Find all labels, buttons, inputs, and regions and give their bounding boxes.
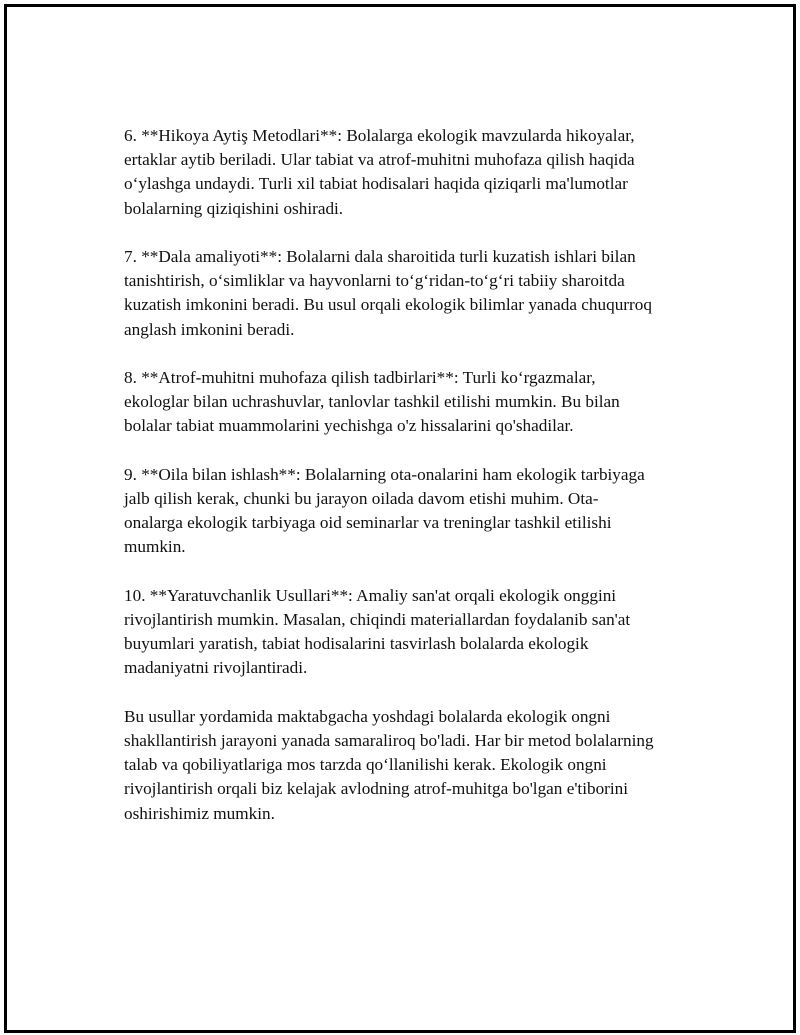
text-line: ertaklar aytib beriladi. Ular tabiat va atrof-muhitni muhofaza qilish haqida <box>124 150 635 170</box>
text-line: 10. **Yaratuvchanlik Usullari**: Amaliy san'at orqali ekologik onggini <box>124 585 617 605</box>
text-line: anglash imkonini beradi. <box>124 319 295 339</box>
text-line: buyumlari yaratish, tabiat hodisalarini tasvirlash bolalarda ekologik <box>124 634 589 654</box>
text-line: talab va qobiliyatlariga mos tarzda qo‘llanilishi kerak. Ekologik ongni <box>124 755 607 775</box>
text-line: ekologlar bilan uchrashuvlar, tanlovlar tashkil etilishi mumkin. Bu bilan <box>124 392 620 412</box>
page-frame <box>4 4 796 1033</box>
text-line: mumkin. <box>124 537 186 557</box>
text-line: onalarga ekologik tarbiyaga oid seminarlar va treninglar tashkil etilishi <box>124 513 612 533</box>
paragraph-method-10 <box>124 584 724 681</box>
text-line: madaniyatni rivojlantiradi. <box>124 658 308 678</box>
text-line: 6. **Hikoya Aytiş Metodlari**: Bolalarga ekologik mavzularda hikoyalar, <box>124 126 635 145</box>
paragraph-method-9 <box>124 463 724 560</box>
paragraph-conclusion <box>124 705 724 826</box>
document-body <box>124 124 724 850</box>
text-line: shakllantirish jarayoni yanada samaraliroq bo'ladi. Har bir metod bolalarning <box>124 731 654 750</box>
text-line: bolalar tabiat muammolarini yechishga o'z hissalarini qo'shadilar. <box>124 416 574 436</box>
text-line: jalb qilish kerak, chunki bu jarayon oilada davom etishi muhim. Ota- <box>124 489 599 508</box>
paragraph-method-6 <box>124 124 724 221</box>
text-line: bolalarning qiziqishini oshiradi. <box>124 198 344 218</box>
text-line: rivojlantirish mumkin. Masalan, chiqindi materiallardan foydalanib san'at <box>124 610 631 629</box>
text-line: 7. **Dala amaliyoti**: Bolalarni dala sharoitida turli kuzatish ishlari bilan <box>124 247 636 266</box>
text-line: 9. **Oila bilan ishlash**: Bolalarning ota-onalarini ham ekologik tarbiyaga <box>124 464 645 484</box>
paragraph-method-8 <box>124 366 724 439</box>
text-line: rivojlantirish orqali biz kelajak avlodning atrof-muhitga bo'lgan e'tiborini <box>124 779 629 799</box>
text-line: oshirishimiz mumkin. <box>124 803 275 823</box>
text-line: 8. **Atrof-muhitni muhofaza qilish tadbirlari**: Turli ko‘rgazmalar, <box>124 368 596 387</box>
text-line: tanishtirish, o‘simliklar va hayvonlarni to‘g‘ridan-to‘g‘ri tabiiy sharoitda <box>124 271 625 291</box>
paragraph-method-7 <box>124 245 724 342</box>
text-line: Bu usullar yordamida maktabgacha yoshdagi bolalarda ekologik ongni <box>124 706 611 726</box>
text-line: kuzatish imkonini beradi. Bu usul orqali ekologik bilimlar yanada chuqurroq <box>124 295 652 315</box>
text-line: o‘ylashga undaydi. Turli xil tabiat hodisalari haqida qiziqarli ma'lumotlar <box>124 174 628 194</box>
